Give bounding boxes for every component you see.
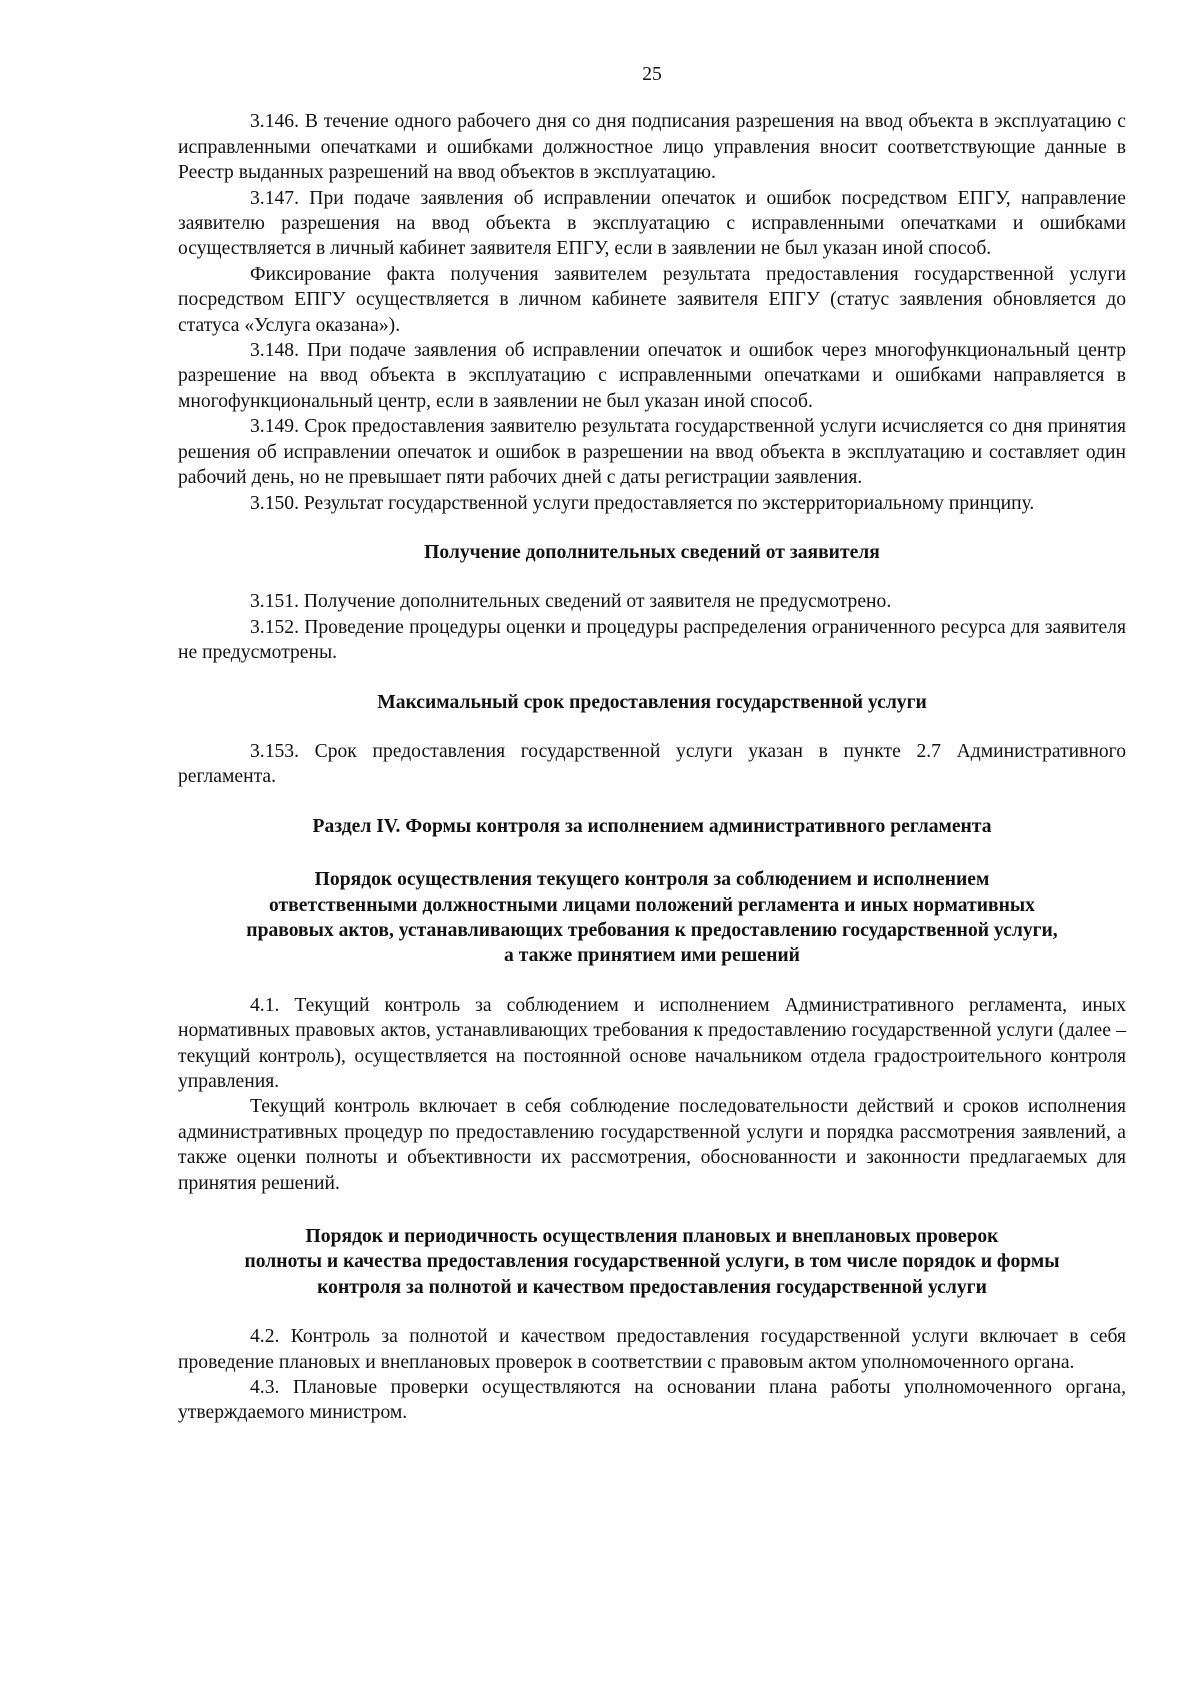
- paragraph-3-153: 3.153. Срок предоставления государственной услуги указан в пункте 2.7 Административного регламента.: [178, 740, 1126, 788]
- heading-additional-info: Получение дополнительных сведений от заявителя: [424, 541, 880, 563]
- page-number: 25: [642, 64, 662, 85]
- heading-current-control-line: правовых актов, устанавливающих требования к предоставлению государственной услуги,: [246, 919, 1058, 941]
- heading-inspections-line: контроля за полнотой и качеством предоставления государственной услуги: [317, 1276, 987, 1298]
- heading-inspections-line: полноты и качества предоставления государственной услуги, в том числе порядок и формы: [244, 1251, 1060, 1273]
- heading-inspections: [178, 1224, 1126, 1300]
- heading-current-control-line: а также принятием ими решений: [504, 945, 800, 967]
- heading-max-term: Максимальный срок предоставления государственной услуги: [377, 691, 927, 713]
- heading-current-control: [178, 867, 1126, 969]
- paragraph-4-1: 4.1. Текущий контроль за соблюдением и исполнением Административного регламента, иных нормативных правовых актов, устанавливающих требования к предоставлению государственной услуги (далее – текущий контроль), осуществляется на постоянной основе начальником отдела градостроительного контроля управления.: [178, 994, 1126, 1092]
- paragraph-3-148: 3.148. При подаче заявления об исправлении опечаток и ошибок через многофункциональный центр разрешение на ввод объекта в эксплуатацию с исправленными опечатками и ошибками направляется в многофункциональный центр, если в заявлении не был указан иной способ.: [178, 340, 1126, 412]
- paragraph-4-3: 4.3. Плановые проверки осуществляются на основании плана работы уполномоченного органа, утверждаемого министром.: [178, 1377, 1126, 1424]
- paragraph-3-146: 3.146. В течение одного рабочего дня со дня подписания разрешения на ввод объекта в эксплуатацию с исправленными опечатками и ошибками должностное лицо управления вносит соответствующие данные в Реестр выданных разрешений на ввод объектов в эксплуатацию.: [178, 111, 1126, 184]
- paragraph-3-150: 3.150. Результат государственной услуги предоставляется по экстерриториальному принципу.: [250, 492, 1035, 514]
- paragraph-fixation: Фиксирование факта получения заявителем результата предоставления государственной услуги посредством ЕПГУ осуществляется в личном кабинете заявителя ЕПГУ (статус заявления обновляется до статуса «Услуга оказана»).: [178, 263, 1126, 336]
- document-page: [178, 62, 1126, 1426]
- heading-section-iv: Раздел IV. Формы контроля за исполнением административного регламента: [312, 815, 992, 837]
- paragraph-4-2: 4.2. Контроль за полнотой и качеством предоставления государственной услуги включает в себя проведение плановых и внеплановых проверок в соответствии с правовым актом уполномоченного органа.: [178, 1326, 1126, 1373]
- heading-current-control-line: ответственными должностными лицами положений регламента и иных нормативных: [269, 894, 1035, 916]
- paragraph-3-149: 3.149. Срок предоставления заявителю результата государственной услуги исчисляется со дня принятия решения об исправлении опечаток и ошибок в разрешении на ввод объекта в эксплуатацию и составляет один рабочий день, но не превышает пяти рабочих дней с даты регистрации заявления.: [178, 416, 1126, 489]
- paragraph-3-147: 3.147. При подаче заявления об исправлении опечаток и ошибок посредством ЕПГУ, направление заявителю разрешения на ввод объекта в эксплуатацию с исправленными опечатками и ошибками осуществляется в личный кабинет заявителя ЕПГУ, если в заявлении не был указан иной способ.: [178, 187, 1126, 260]
- paragraph-current-control-includes: Текущий контроль включает в себя соблюдение последовательности действий и сроков исполнения административных процедур по предоставлению государственной услуги и порядка рассмотрения заявлений, а также оценки полноты и объективности их рассмотрения, обоснованности и законности предлагаемых для принятия решений.: [178, 1096, 1126, 1194]
- heading-current-control-line: Порядок осуществления текущего контроля за соблюдением и исполнением: [314, 869, 990, 891]
- paragraph-3-151: 3.151. Получение дополнительных сведений от заявителя не предусмотрено.: [250, 591, 892, 613]
- heading-inspections-line: Порядок и периодичность осуществления плановых и внеплановых проверок: [305, 1226, 999, 1248]
- paragraph-3-152: 3.152. Проведение процедуры оценки и процедуры распределения ограниченного ресурса для заявителя не предусмотрены.: [178, 616, 1126, 664]
